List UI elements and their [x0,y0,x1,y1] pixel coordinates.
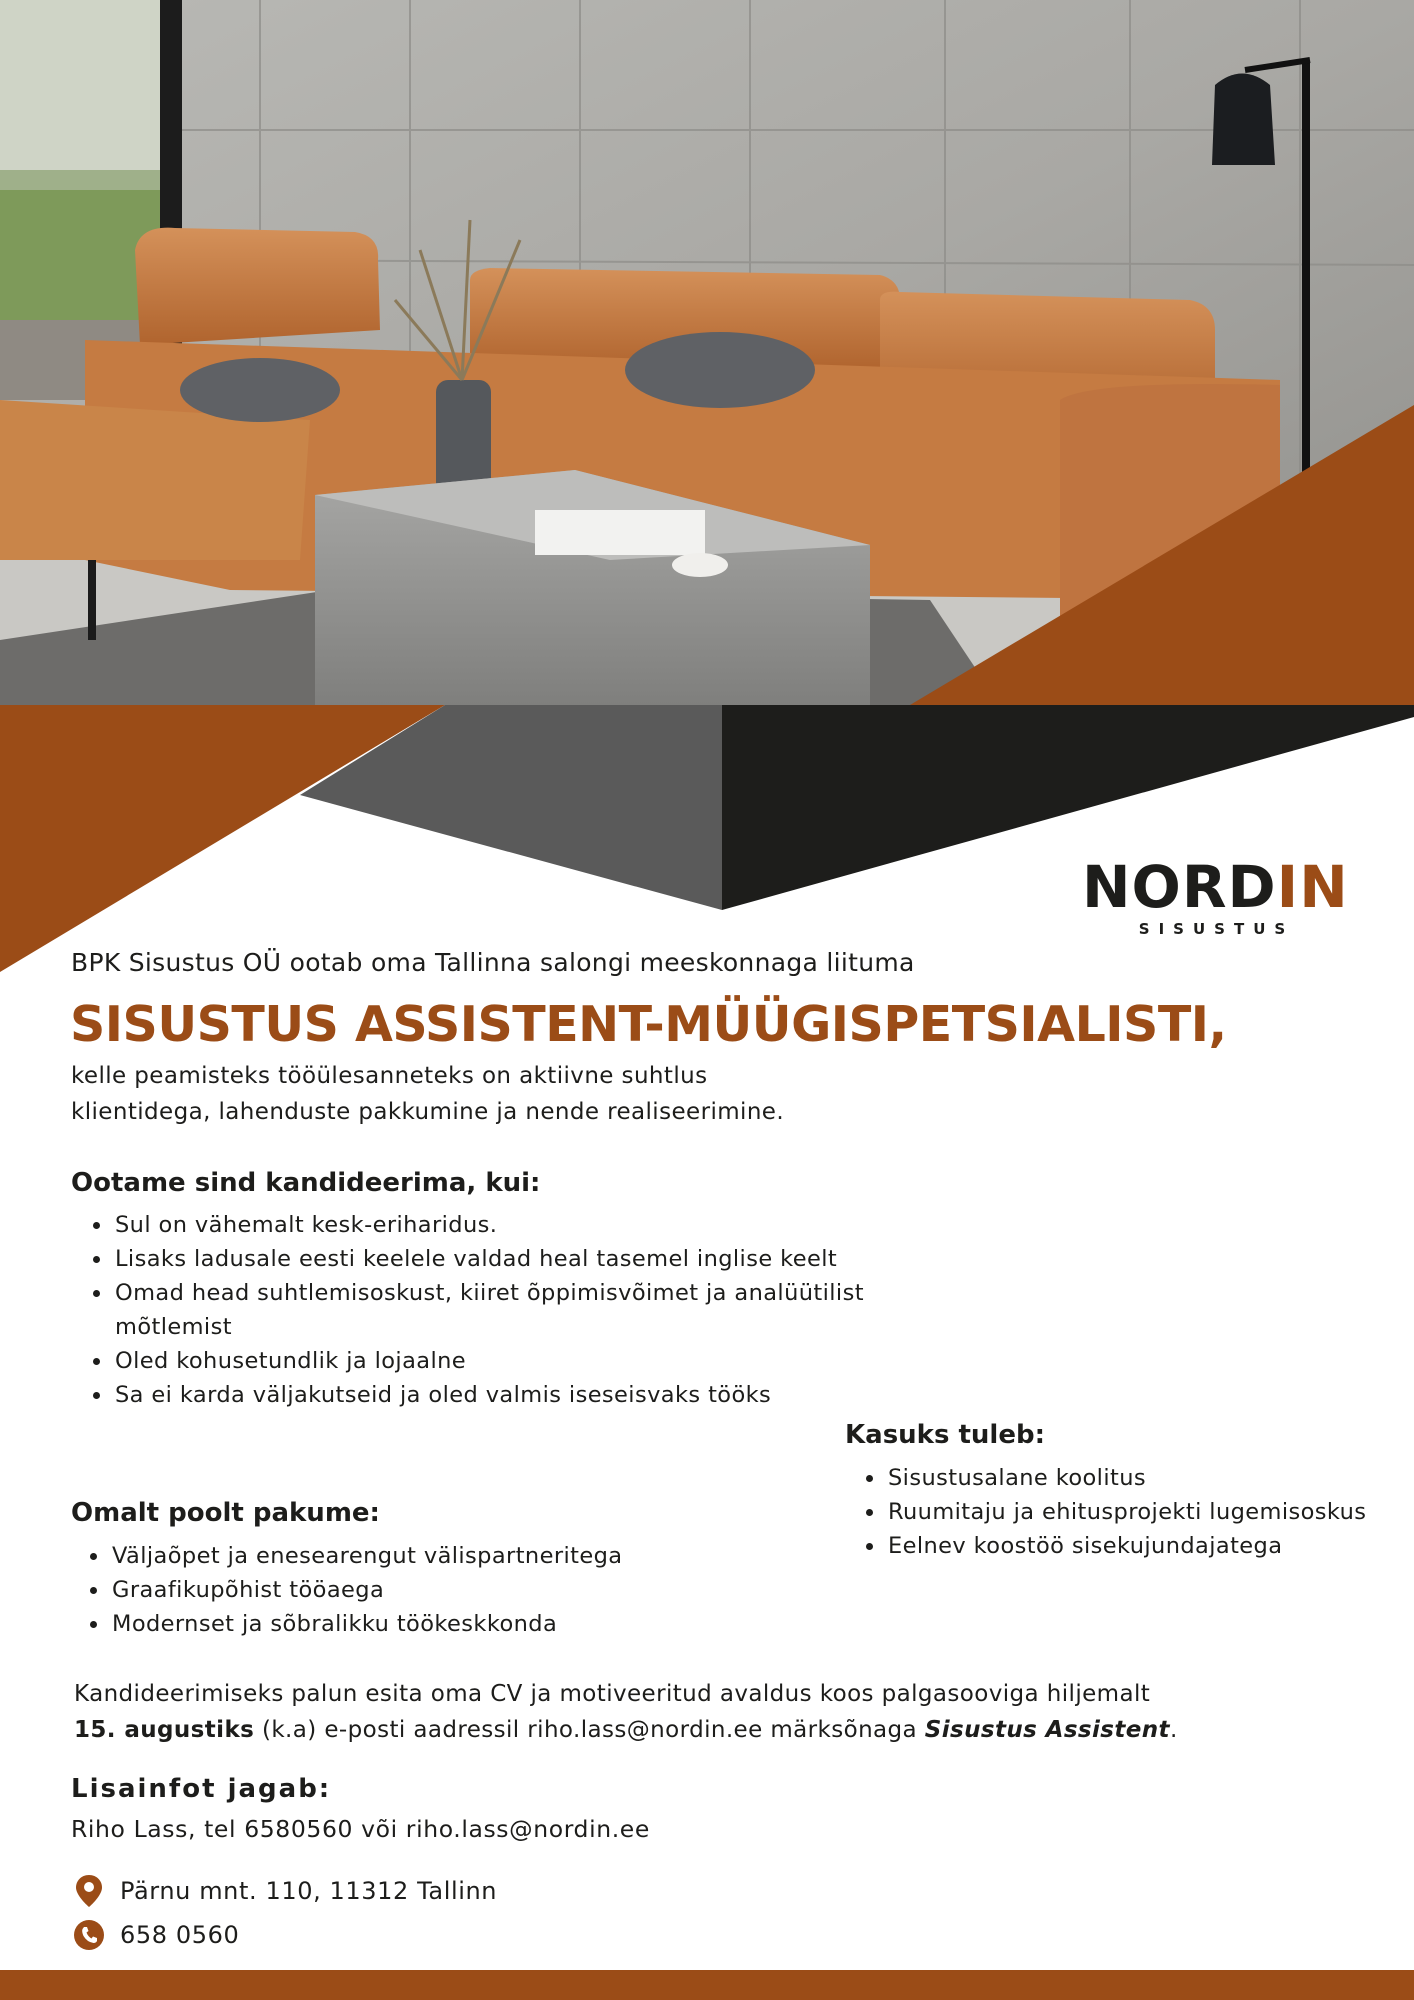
info-heading: Lisainfot jagab: [71,1774,332,1804]
job-title: SISUSTUS ASSISTENT-MÜÜGISPETSIALISTI, [70,996,1227,1053]
list-item: • Oled kohusetundlik ja lojaalne [113,1344,973,1378]
list-item: • Modernset ja sõbralikku töökeskkonda [110,1607,810,1641]
offer-list [68,1539,810,1641]
apply-deadline: 15. augustiks [74,1717,255,1743]
apply-text: (k.a) e-posti aadressil riho.lass@nordin.ee märksõnaga [254,1717,925,1743]
advantages-list [844,1461,1414,1563]
job-description [71,1058,971,1130]
requirements-heading: Ootame sind kandideerima, kui: [71,1168,541,1198]
logo-wordmark-dark: NORD [1082,853,1277,921]
apply-line: Kandideerimiseks palun esita oma CV ja motiveeritud avaldus koos palgasooviga hiljemalt [74,1681,1151,1707]
job-description-line: klientidega, lahenduste pakkumine ja nende realiseerimine. [71,1099,785,1125]
list-item: • Lisaks ladusale eesti keelele valdad heal tasemel inglise keelt [113,1242,973,1276]
list-item: • Omad head suhtlemisoskust, kiiret õppimisvõimet ja analüütilist mõtlemist [113,1276,895,1344]
location-pin-icon [74,1874,104,1908]
logo-wordmark-accent: IN [1276,853,1349,921]
address-text: Pärnu mnt. 110, 11312 Tallinn [120,1877,498,1905]
info-text: Riho Lass, tel 6580560 või riho.lass@nordin.ee [71,1815,650,1843]
phone-row [74,1918,239,1952]
list-item: • Sa ei karda väljakutseid ja oled valmis iseseisvaks tööks [113,1378,973,1412]
nordin-logo [1082,853,1349,938]
offer-heading: Omalt poolt pakume: [71,1498,380,1528]
apply-line [74,1712,1374,1748]
list-item: • Sul on vähemalt kesk-eriharidus. [113,1208,973,1242]
apply-keyword: Sisustus Assistent [924,1717,1170,1743]
phone-text: 658 0560 [120,1921,240,1949]
logo-wordmark [1082,853,1349,921]
list-item: • Ruumitaju ja ehitusprojekti lugemisoskus [886,1495,1414,1529]
footer-bar [0,1970,1414,2000]
apply-instructions [74,1676,1374,1748]
list-item: • Väljaõpet ja enesearengut välispartneritega [110,1539,810,1573]
list-item: • Eelnev koostöö sisekujundajatega [886,1529,1414,1563]
logo-subtitle: SISUSTUS [1138,920,1295,938]
apply-end: . [1169,1717,1178,1743]
phone-icon [74,1918,104,1952]
job-description-line: kelle peamisteks tööülesanneteks on aktiivne suhtlus [71,1063,708,1089]
list-item: • Sisustusalane koolitus [886,1461,1414,1495]
requirements-list [71,1208,973,1412]
intro-text: BPK Sisustus OÜ ootab oma Tallinna salongi meeskonnaga liituma [71,948,915,977]
address-row [74,1874,497,1908]
advantages-heading: Kasuks tuleb: [845,1420,1045,1450]
list-item: • Graafikupõhist tööaega [110,1573,810,1607]
